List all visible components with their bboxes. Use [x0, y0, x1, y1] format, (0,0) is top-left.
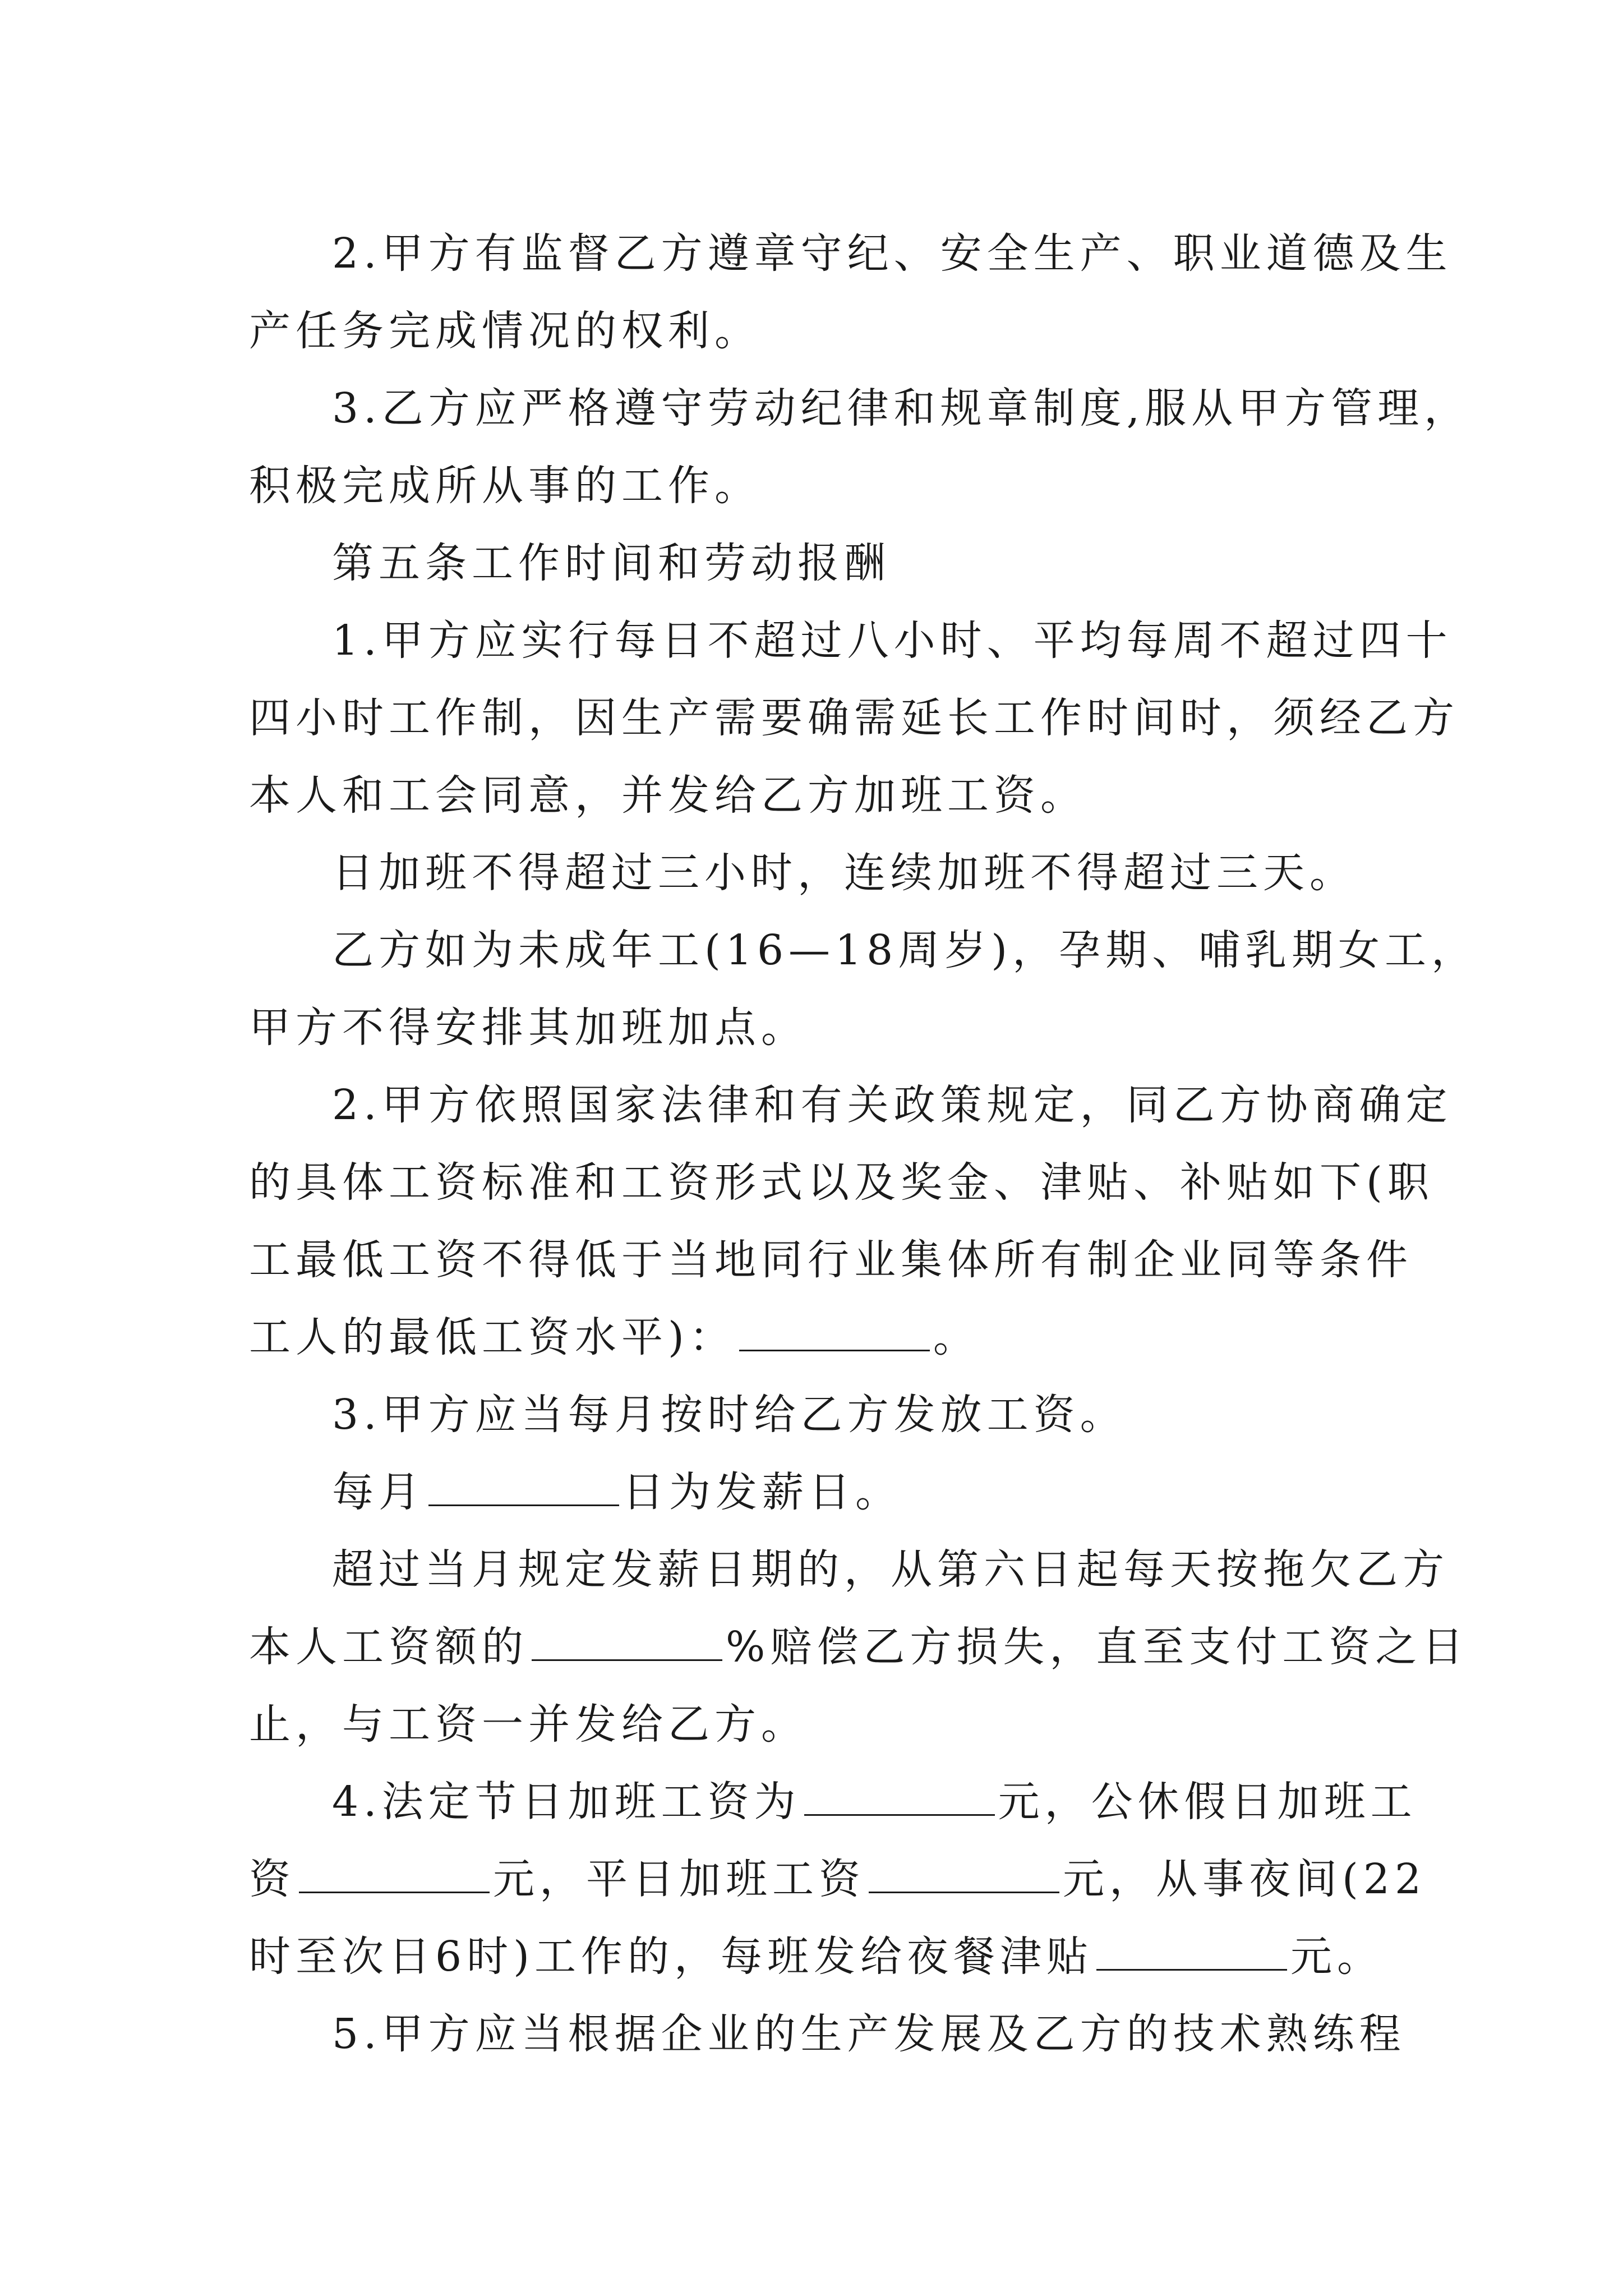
overtime-pay-line-3 — [249, 1918, 1438, 1995]
clause-3-line-2: 积极完成所从事的工作。 — [249, 462, 761, 510]
overtime-pay-line-1 — [249, 1763, 1438, 1841]
work-hours-line-2: 四小时工作制，因生产需要确需延长工作时间时，须经乙方 — [249, 694, 1459, 742]
weekday-overtime-text: 元，平日加班工资 — [493, 1855, 865, 1903]
clause-2-line-1: 2.甲方有监督乙方遵章守纪、安全生产、职业道德及生 — [332, 229, 1453, 278]
late-pay-suffix: %赔偿乙方损失，直至支付工资之日 — [726, 1623, 1469, 1671]
late-pay-line-3: 止，与工资一并发给乙方。 — [249, 1700, 808, 1749]
overtime-limit-line: 日加班不得超过三小时，连续加班不得超过三天。 — [332, 849, 1356, 897]
night-meal-allowance-blank[interactable] — [1096, 1934, 1287, 1971]
article-5-heading: 第五条工作时间和劳动报酬 — [332, 539, 891, 587]
wage-standard-line-1: 2.甲方依照国家法律和有关政策规定，同乙方协商确定 — [332, 1081, 1453, 1129]
monthly-pay-line: 3.甲方应当每月按时给乙方发放工资。 — [332, 1391, 1127, 1439]
rest-day-prefix: 资 — [249, 1855, 296, 1903]
payday-line — [249, 1453, 1438, 1531]
wage-standard-line-2: 的具体工资标准和工资形式以及奖金、津贴、补贴如下(职 — [249, 1158, 1434, 1207]
night-meal-prefix: 时至次日6时)工作的，每班发给夜餐津贴 — [249, 1932, 1093, 1981]
wage-standard-text: 工人的最低工资水平)： — [249, 1313, 736, 1361]
holiday-overtime-prefix: 4.法定节日加班工资为 — [332, 1778, 801, 1826]
late-pay-prefix: 本人工资额的 — [249, 1623, 528, 1671]
clause-3-line-1: 3.乙方应严格遵守劳动纪律和规章制度,服从甲方管理， — [332, 384, 1471, 432]
work-hours-line-1: 1.甲方应实行每日不超过八小时、平均每周不超过四十 — [332, 616, 1453, 665]
night-meal-suffix: 元。 — [1290, 1932, 1384, 1981]
work-hours-line-3: 本人和工会同意，并发给乙方加班工资。 — [249, 771, 1087, 820]
clause-5-line-1: 5.甲方应当根据企业的生产发展及乙方的技术熟练程 — [332, 2010, 1406, 2058]
wage-standard-line-4 — [249, 1299, 1438, 1376]
min-wage-blank[interactable] — [739, 1315, 930, 1351]
compensation-percent-blank[interactable] — [532, 1625, 722, 1661]
rest-day-overtime-blank[interactable] — [299, 1857, 490, 1893]
payday-prefix: 每月 — [332, 1468, 425, 1516]
holiday-overtime-blank[interactable] — [804, 1779, 995, 1816]
weekday-overtime-blank[interactable] — [869, 1857, 1059, 1893]
wage-standard-end: 。 — [933, 1313, 980, 1361]
document-body — [249, 215, 1478, 2073]
holiday-overtime-suffix: 元，公休假日加班工 — [998, 1778, 1417, 1826]
night-work-text: 元，从事夜间(22 — [1063, 1855, 1427, 1903]
wage-standard-line-3: 工最低工资不得低于当地同行业集体所有制企业同等条件 — [249, 1236, 1413, 1284]
minor-worker-line-1: 乙方如为未成年工(16—18周岁)，孕期、哺乳期女工， — [332, 926, 1478, 974]
overtime-pay-line-2 — [249, 1841, 1438, 1918]
late-pay-line-2 — [249, 1608, 1469, 1686]
payday-blank[interactable] — [428, 1470, 619, 1506]
clause-2-line-2: 产任务完成情况的权利。 — [249, 307, 761, 355]
payday-suffix: 日为发薪日。 — [623, 1468, 902, 1516]
minor-worker-line-2: 甲方不得安排其加班加点。 — [249, 1004, 808, 1052]
late-pay-line-1: 超过当月规定发薪日期的，从第六日起每天按拖欠乙方 — [332, 1545, 1449, 1594]
